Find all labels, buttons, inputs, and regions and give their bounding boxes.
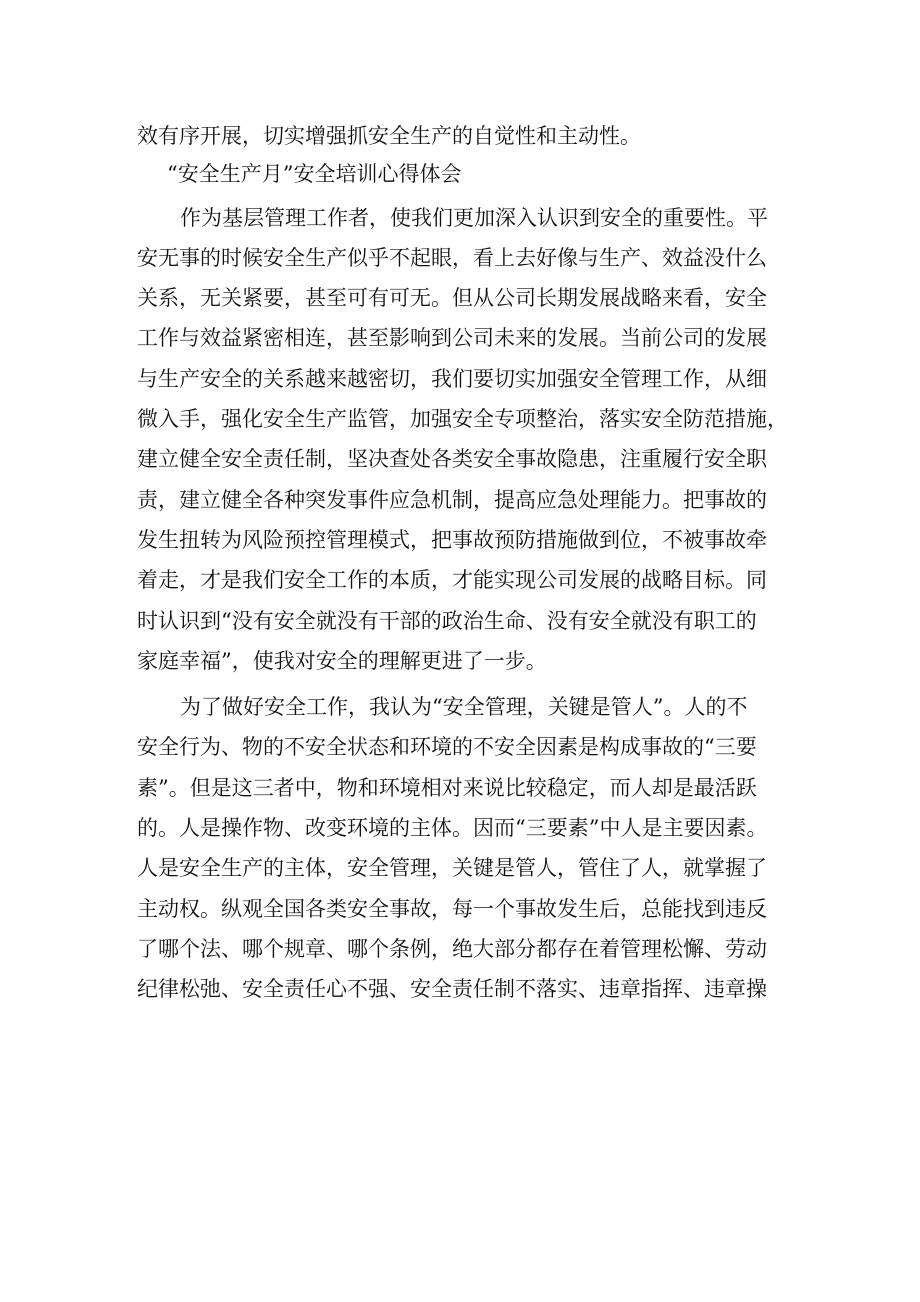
paragraph-line: 安全行为、物的不安全状态和环境的不安全因素是构成事故的“三要 [137, 735, 757, 760]
paragraph-line: 主动权。纵观全国各类安全事故，每一个事故发生后，总能找到违反 [137, 896, 767, 921]
paragraph-line: 发生扭转为风险预控管理模式，把事故预防措施做到位，不被事故牵 [137, 527, 767, 552]
section-title: “安全生产月”安全培训心得体会 [167, 162, 462, 187]
paragraph-line: 了哪个法、哪个规章、哪个条例，绝大部分都存在着管理松懈、劳动 [137, 936, 767, 961]
paragraph-line: 关系，无关紧要，甚至可有可无。但从公司长期发展战略来看，安全 [137, 286, 767, 311]
paragraph-line: 作为基层管理工作者，使我们更加深入认识到安全的重要性。平 [180, 205, 768, 230]
paragraph-line: 纪律松弛、安全责任心不强、安全责任制不落实、违章指挥、违章操 [137, 977, 767, 1002]
paragraph-line: 责，建立健全各种突发事件应急机制，提高应急处理能力。把事故的 [137, 487, 767, 512]
paragraph-line: 人是安全生产的主体，安全管理，关键是管人，管住了人，就掌握了 [137, 856, 767, 881]
paragraph-line: 的。人是操作物、改变环境的主体。因而“三要素”中人是主要因素。 [137, 816, 768, 841]
document-page [137, 116, 788, 1010]
paragraph-line: 素”。但是这三者中，物和环境相对来说比较稳定，而人却是最活跃 [137, 775, 757, 800]
paragraph-line: 工作与效益紧密相连，甚至影响到公司未来的发展。当前公司的发展 [137, 326, 767, 351]
paragraph-line: 建立健全安全责任制，坚决查处各类安全事故隐患，注重履行安全职 [137, 447, 767, 472]
paragraph-line: 着走，才是我们安全工作的本质，才能实现公司发展的战略目标。同 [137, 568, 767, 593]
paragraph-line: 为了做好安全工作，我认为“安全管理，关键是管人”。人的不 [180, 695, 748, 720]
paragraph-line: 与生产安全的关系越来越密切，我们要切实加强安全管理工作，从细 [137, 366, 767, 391]
paragraph-line: 家庭幸福”，使我对安全的理解更进了一步。 [137, 648, 547, 673]
paragraph-line: 微入手，强化安全生产监管，加强安全专项整治，落实安全防范措施， [137, 407, 788, 432]
intro-tail-line: 效有序开展，切实增强抓安全生产的自觉性和主动性。 [137, 124, 641, 148]
paragraph-line: 安无事的时候安全生产似乎不起眼，看上去好像与生产、效益没什么 [137, 245, 767, 270]
paragraph-line: 时认识到“没有安全就没有干部的政治生命、没有安全就没有职工的 [137, 608, 757, 633]
paragraph-1 [137, 198, 788, 682]
paragraph-2 [137, 687, 785, 1009]
